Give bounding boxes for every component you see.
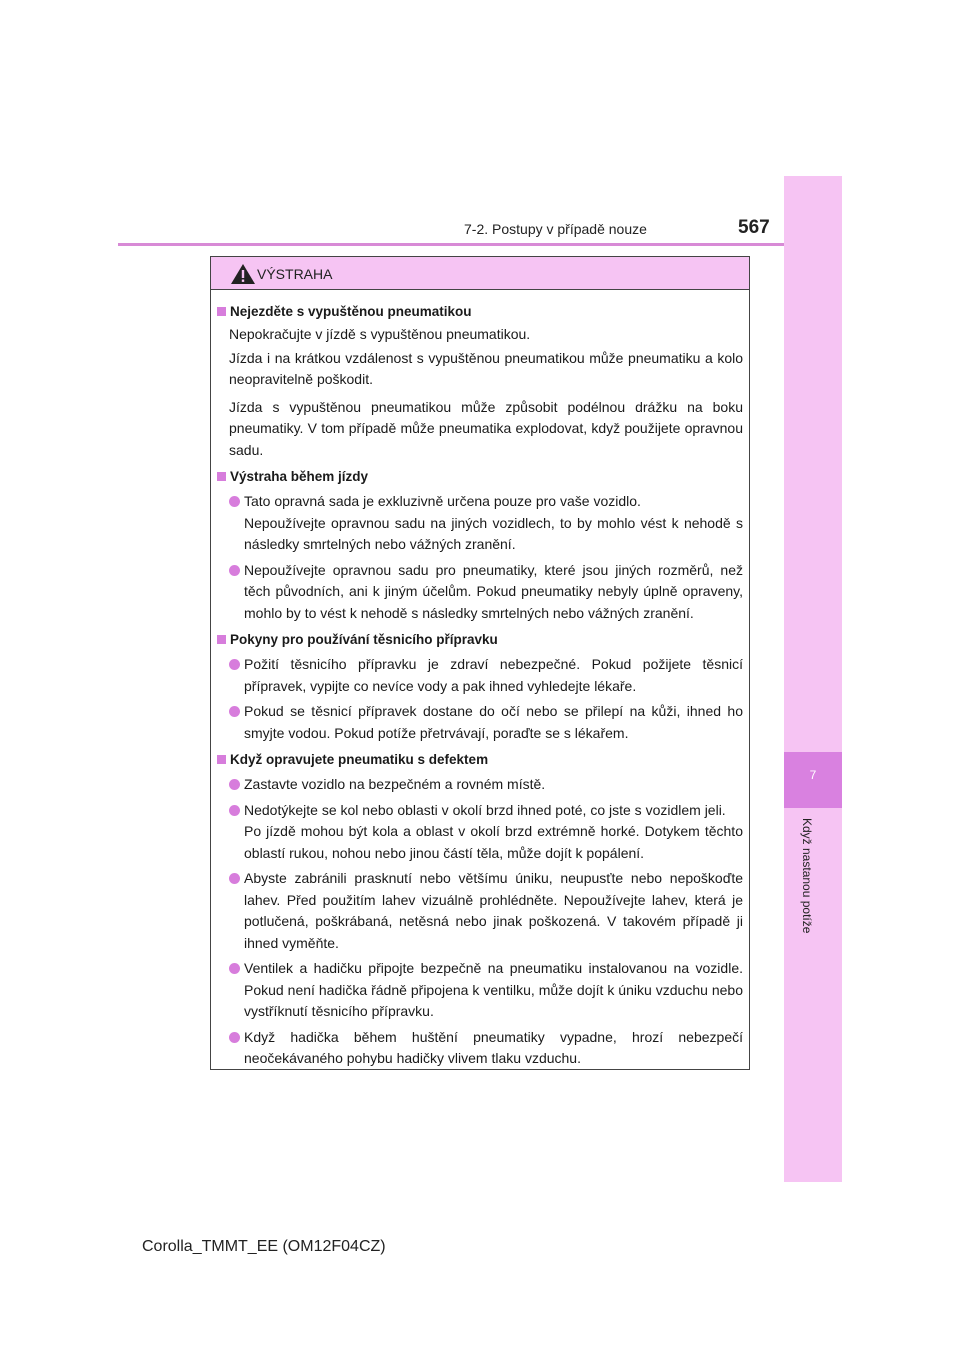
list-item-line: Pokud se těsnicí přípravek dostane do očí nebo se přilepí na kůži, ihned ho smyjte vodou. Pokud potíže přetrvávají, poraďte se s lékařem.	[244, 703, 743, 741]
list-item-line: Nepoužívejte opravnou sadu pro pneumatiky, které jsou jiných rozměrů, než těch původních, ani k jiným účelům. Pokud pneumatiky nebyly úplně opraveny, mohlo by to vést k nehodě s následky smrtelných nebo vážných zranění.	[244, 561, 743, 621]
section-heading	[217, 467, 743, 487]
warning-section	[217, 467, 743, 624]
list-item-text	[244, 491, 743, 556]
section-title: 7-2. Postupy v případě nouze	[464, 221, 647, 237]
chapter-number: 7	[809, 768, 817, 782]
chapter-title: Když nastanou potíže	[800, 818, 814, 934]
list-item-line: Tato opravná sada je exkluzivně určena pouze pro vaše vozidlo.	[244, 493, 641, 509]
paragraph: Nepokračujte v jízdě s vypuštěnou pneumatikou.	[229, 326, 531, 342]
list-item-line: Nedotýkejte se kol nebo oblasti v okolí brzd ihned poté, co jste s vozidlem jeli.	[244, 801, 726, 818]
round-bullet-icon	[229, 496, 240, 507]
warning-triangle-icon	[230, 263, 256, 285]
list-item	[217, 1027, 743, 1070]
paragraph: Jízda i na krátkou vzdálenost s vypuštěnou pneumatikou může pneumatiku a kolo neopravitelně poškodit.	[229, 349, 743, 387]
warning-box	[210, 256, 750, 1070]
square-bullet-icon	[217, 307, 226, 316]
section-heading-text: Pokyny pro používání těsnicího přípravku	[230, 632, 498, 647]
page-number: 567	[738, 217, 770, 238]
header-divider	[118, 243, 784, 246]
warning-section	[217, 750, 743, 1070]
square-bullet-icon	[217, 472, 226, 481]
section-heading	[217, 630, 743, 650]
round-bullet-icon	[229, 565, 240, 576]
round-bullet-icon	[229, 706, 240, 717]
list-item-text	[244, 560, 743, 625]
warning-section	[217, 630, 743, 744]
list-item-text	[244, 868, 743, 954]
round-bullet-icon	[229, 1032, 240, 1043]
list-item-line: Zastavte vozidlo na bezpečném a rovném místě.	[244, 776, 546, 792]
warning-body	[211, 290, 749, 1070]
list-item-text	[244, 800, 743, 865]
list-item	[217, 958, 743, 1023]
warning-title: VÝSTRAHA	[257, 266, 333, 282]
round-bullet-icon	[229, 805, 240, 816]
list-item-text	[244, 701, 743, 744]
list-item	[217, 560, 743, 625]
list-item-line: Ventilek a hadičku připojte bezpečně na pneumatiku instalovanou na vozidle. Pokud není hadička řádně připojena k ventilku, může dojít k úniku vzduchu nebo vystříknutí těsnicího přípravku.	[244, 960, 743, 1019]
chapter-sidebar	[784, 176, 842, 1182]
section-heading	[217, 750, 743, 770]
square-bullet-icon	[217, 755, 226, 764]
list-item-text	[244, 1027, 743, 1070]
section-heading-text: Když opravujete pneumatiku s defektem	[230, 752, 489, 767]
list-item-line: Abyste zabránili prasknutí nebo většímu úniku, neupusťte nebo nepoškoďte lahev. Před použitím lahev vizuálně prohlédněte. Nepoužívejte lahev, která je potlučená, poškrábaná, netěsná nebo jinak poškozená. V takovém případě ji ihned vyměňte.	[244, 870, 743, 951]
list-item	[217, 654, 743, 697]
list-item	[217, 701, 743, 744]
section-heading-text: Nejezděte s vypuštěnou pneumatikou	[230, 304, 472, 319]
square-bullet-icon	[217, 635, 226, 644]
list-item	[217, 774, 743, 796]
list-item-text	[244, 958, 743, 1023]
round-bullet-icon	[229, 659, 240, 670]
list-item	[217, 868, 743, 954]
round-bullet-icon	[229, 779, 240, 790]
list-item-text	[244, 774, 743, 796]
list-item-line: Když hadička během huštění pneumatiky vypadne, hrozí nebezpečí neočekávaného pohybu hadičky vlivem tlaku vzduchu.	[244, 1028, 743, 1066]
list-item-line: Požití těsnicího přípravku je zdraví nebezpečné. Pokud požijete těsnicí přípravek, vypijte co nevíce vody a pak ihned vyhledejte lékaře.	[244, 656, 743, 694]
list-item	[217, 491, 743, 556]
section-heading	[217, 302, 743, 322]
warning-section	[217, 302, 743, 461]
list-item	[217, 800, 743, 865]
section-heading-text: Výstraha během jízdy	[230, 469, 369, 484]
paragraph: Jízda s vypuštěnou pneumatikou může způsobit podélnou drážku na boku pneumatiky. V tom případě může pneumatika explodovat, když použijete opravnou sadu.	[229, 398, 743, 458]
list-item-line: Nepoužívejte opravnou sadu na jiných vozidlech, to by mohlo vést k nehodě s následky smrtelných nebo vážných zranění.	[244, 514, 743, 552]
warning-header	[211, 257, 749, 290]
list-item-text	[244, 654, 743, 697]
list-item-line: Po jízdě mohou být kola a oblast v okolí brzd extrémně horké. Dotykem těchto oblastí rukou, nohou nebo jinou částí těla, může dojít k popálení.	[244, 823, 743, 861]
footer-doc-id: Corolla_TMMT_EE (OM12F04CZ)	[142, 1238, 386, 1255]
round-bullet-icon	[229, 963, 240, 974]
round-bullet-icon	[229, 873, 240, 884]
